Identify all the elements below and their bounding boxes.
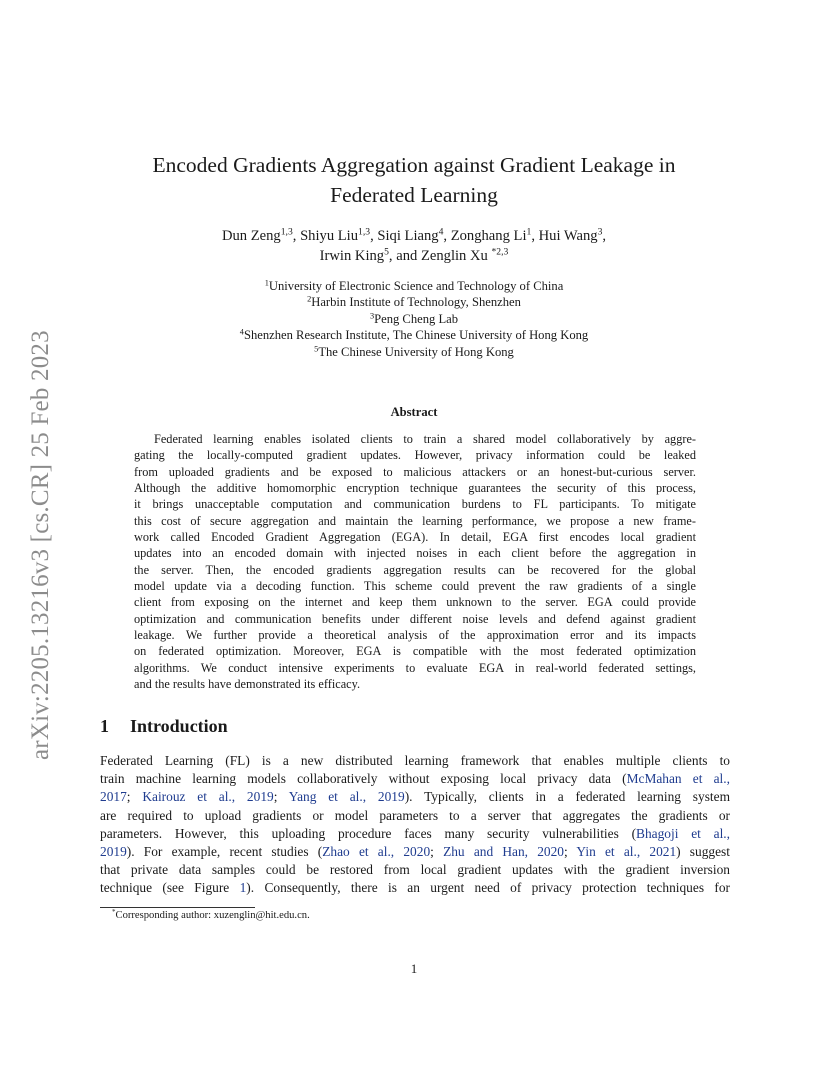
affiliation	[100, 344, 728, 360]
abstract-line: it brings unacceptable computation and communication burdens to FL participants. To mitigate	[134, 497, 696, 512]
author-sep: ,	[443, 228, 451, 244]
citation-link[interactable]: Zhu and Han, 2020	[443, 843, 564, 859]
abstract-line: Although the additive homomorphic encryption technique guarantees the security of this process,	[134, 481, 696, 496]
affiliation	[100, 327, 728, 343]
paper-title	[100, 150, 728, 210]
author-affil-mark: 4	[438, 226, 444, 238]
footnote-mark: *	[112, 908, 116, 917]
intro-line	[100, 861, 730, 879]
author-affil-mark: 1	[526, 226, 532, 238]
affiliation-name: Shenzhen Research Institute, The Chinese University of Hong Kong	[243, 328, 589, 343]
section-number: 1	[100, 716, 109, 736]
intro-text: Federated Learning (FL) is a new distributed learning framework that enables multiple clients to	[100, 753, 730, 768]
citation-link[interactable]: 1	[239, 880, 247, 896]
citation-link[interactable]: Yang et al., 2019	[288, 789, 405, 805]
title-line: Encoded Gradients Aggregation against Gradient Leakage in	[152, 153, 676, 177]
author-name: Zenglin Xu	[420, 248, 492, 264]
author-line-1	[100, 226, 728, 246]
intro-text: ). Typically, clients in a federated learning system	[404, 789, 731, 805]
author-affil-mark: 1,3	[358, 226, 371, 238]
abstract-line: from uploaded gradients and be exposed to malicious attackers or an honest-but-curious server.	[134, 464, 696, 479]
affiliations	[100, 278, 728, 360]
author-name: Siqi Liang	[377, 228, 439, 244]
affiliation-mark: 1	[264, 278, 269, 288]
author-sep: ,	[531, 228, 539, 244]
intro-body	[100, 752, 730, 898]
intro-text: are required to upload gradients or model parameters to a server that aggregates the gradients or	[100, 807, 730, 823]
abstract-body	[134, 431, 696, 693]
abstract-heading: Abstract	[390, 405, 438, 419]
affiliation-name: The Chinese University of Hong Kong	[318, 344, 514, 359]
section-heading	[100, 716, 228, 737]
author-affil-mark: 5	[384, 246, 389, 258]
author-affil-mark: 3	[597, 226, 603, 238]
affiliation	[100, 278, 728, 294]
abstract-line: on federated optimization. Moreover, EGA is compatible with the most federated optimization	[134, 644, 696, 659]
affiliation-name: University of Electronic Science and Technology of China	[268, 279, 564, 293]
author-name: Zonghang Li	[450, 228, 527, 244]
author-name: Irwin King	[319, 248, 385, 264]
citation-link[interactable]: 2017	[100, 789, 127, 805]
page-number: 1	[410, 961, 418, 976]
abstract-line: gating the locally-computed gradient updates. However, privacy information could be leaked	[134, 448, 696, 463]
affiliation-mark: 3	[369, 311, 375, 321]
abstract-line: the server. Then, the encoded gradients aggregation results can be recovered for the global	[134, 562, 696, 577]
abstract-line: updates into an encoded domain with injected noises in each client before the aggregation in	[134, 546, 696, 561]
intro-text: ;	[273, 789, 289, 805]
author-name: Dun Zeng	[221, 228, 281, 244]
author-affil-mark: 1,3	[280, 226, 293, 238]
abstract-line: client from exposing on the internet and keep them unknown to the server. EGA could provide	[134, 595, 696, 610]
abstract-line: leakage. We further provide a theoretical analysis of the approximation error and its impacts	[134, 628, 696, 643]
citation-link[interactable]: 2019	[100, 843, 127, 859]
citation-link[interactable]: McMahan et al.,	[626, 771, 730, 787]
author-list	[100, 226, 728, 266]
footnote-rule	[100, 907, 255, 908]
author-sep: ,	[370, 228, 378, 244]
intro-line	[100, 788, 730, 806]
author-sep: ,	[602, 228, 607, 244]
abstract-line: this cost of secure aggregation and maintain the learning performance, we propose a new frame-	[134, 513, 696, 528]
intro-text: that private data samples could be restored from local gradient updates with the gradient inversion	[100, 862, 730, 878]
intro-text: ;	[564, 843, 577, 859]
abstract-line: and the results have demonstrated its efficacy.	[134, 677, 361, 692]
arxiv-id: arXiv:2205.13216v3 [cs.CR] 25 Feb 2023	[27, 330, 54, 760]
intro-text: ). For example, recent studies (	[126, 843, 323, 859]
affiliation-name: Peng Cheng Lab	[374, 311, 459, 326]
affiliation	[100, 294, 728, 310]
affiliation	[100, 311, 728, 327]
citation-link[interactable]: Yin et al., 2021	[576, 843, 677, 859]
arxiv-watermark	[22, 290, 58, 760]
intro-line	[100, 825, 730, 843]
citation-link[interactable]: Zhao et al., 2020	[322, 843, 431, 859]
affiliation-name: Harbin Institute of Technology, Shenzhen	[311, 295, 521, 310]
citation-link[interactable]: Kairouz et al., 2019	[142, 789, 274, 805]
intro-text: ) suggest	[676, 843, 730, 859]
abstract-line: optimization and communication benefits under different noise levels and defend against gradient	[134, 611, 696, 626]
intro-line	[100, 879, 730, 897]
intro-text: ;	[126, 789, 143, 805]
footnote-text: Corresponding author: xuzenglin@hit.edu.cn.	[115, 910, 310, 921]
affiliation-mark: 2	[307, 294, 312, 304]
intro-text: ;	[430, 843, 444, 859]
author-line-2	[100, 246, 728, 266]
section-title: Introduction	[130, 716, 228, 736]
author-name: Hui Wang	[538, 228, 598, 244]
author-affil-mark: *2,3	[491, 246, 509, 258]
citation-link[interactable]: Bhagoji et al.,	[636, 825, 730, 841]
footnote	[112, 910, 310, 921]
abstract-line: model update via a decoding function. This scheme could prevent the raw gradients of a single	[134, 579, 696, 594]
intro-line	[100, 752, 730, 770]
title-line: Federated Learning	[330, 183, 498, 207]
intro-text: ). Consequently, there is an urgent need of privacy protection techniques for	[246, 880, 730, 896]
intro-text: parameters. However, this uploading procedure faces many security vulnerabilities (	[100, 825, 637, 841]
author-name: Shiyu Liu	[300, 228, 359, 244]
intro-line	[100, 770, 730, 788]
intro-line	[100, 807, 730, 825]
intro-line	[100, 843, 730, 861]
intro-text: technique (see Figure	[100, 880, 240, 896]
author-sep: ,	[292, 228, 301, 244]
affiliation-mark: 5	[314, 344, 319, 354]
intro-text: train machine learning models collaboratively without exposing local privacy data (	[100, 771, 627, 787]
abstract-line: algorithms. We conduct intensive experiments to evaluate EGA in real-world federated settings,	[134, 660, 696, 675]
abstract-line: work called Encoded Gradient Aggregation (EGA). In detail, EGA first encodes local gradient	[134, 530, 696, 545]
author-sep: , and	[388, 248, 421, 264]
affiliation-mark: 4	[239, 327, 244, 337]
abstract-line: Federated learning enables isolated clients to train a shared model collaboratively by aggre-	[154, 432, 696, 446]
